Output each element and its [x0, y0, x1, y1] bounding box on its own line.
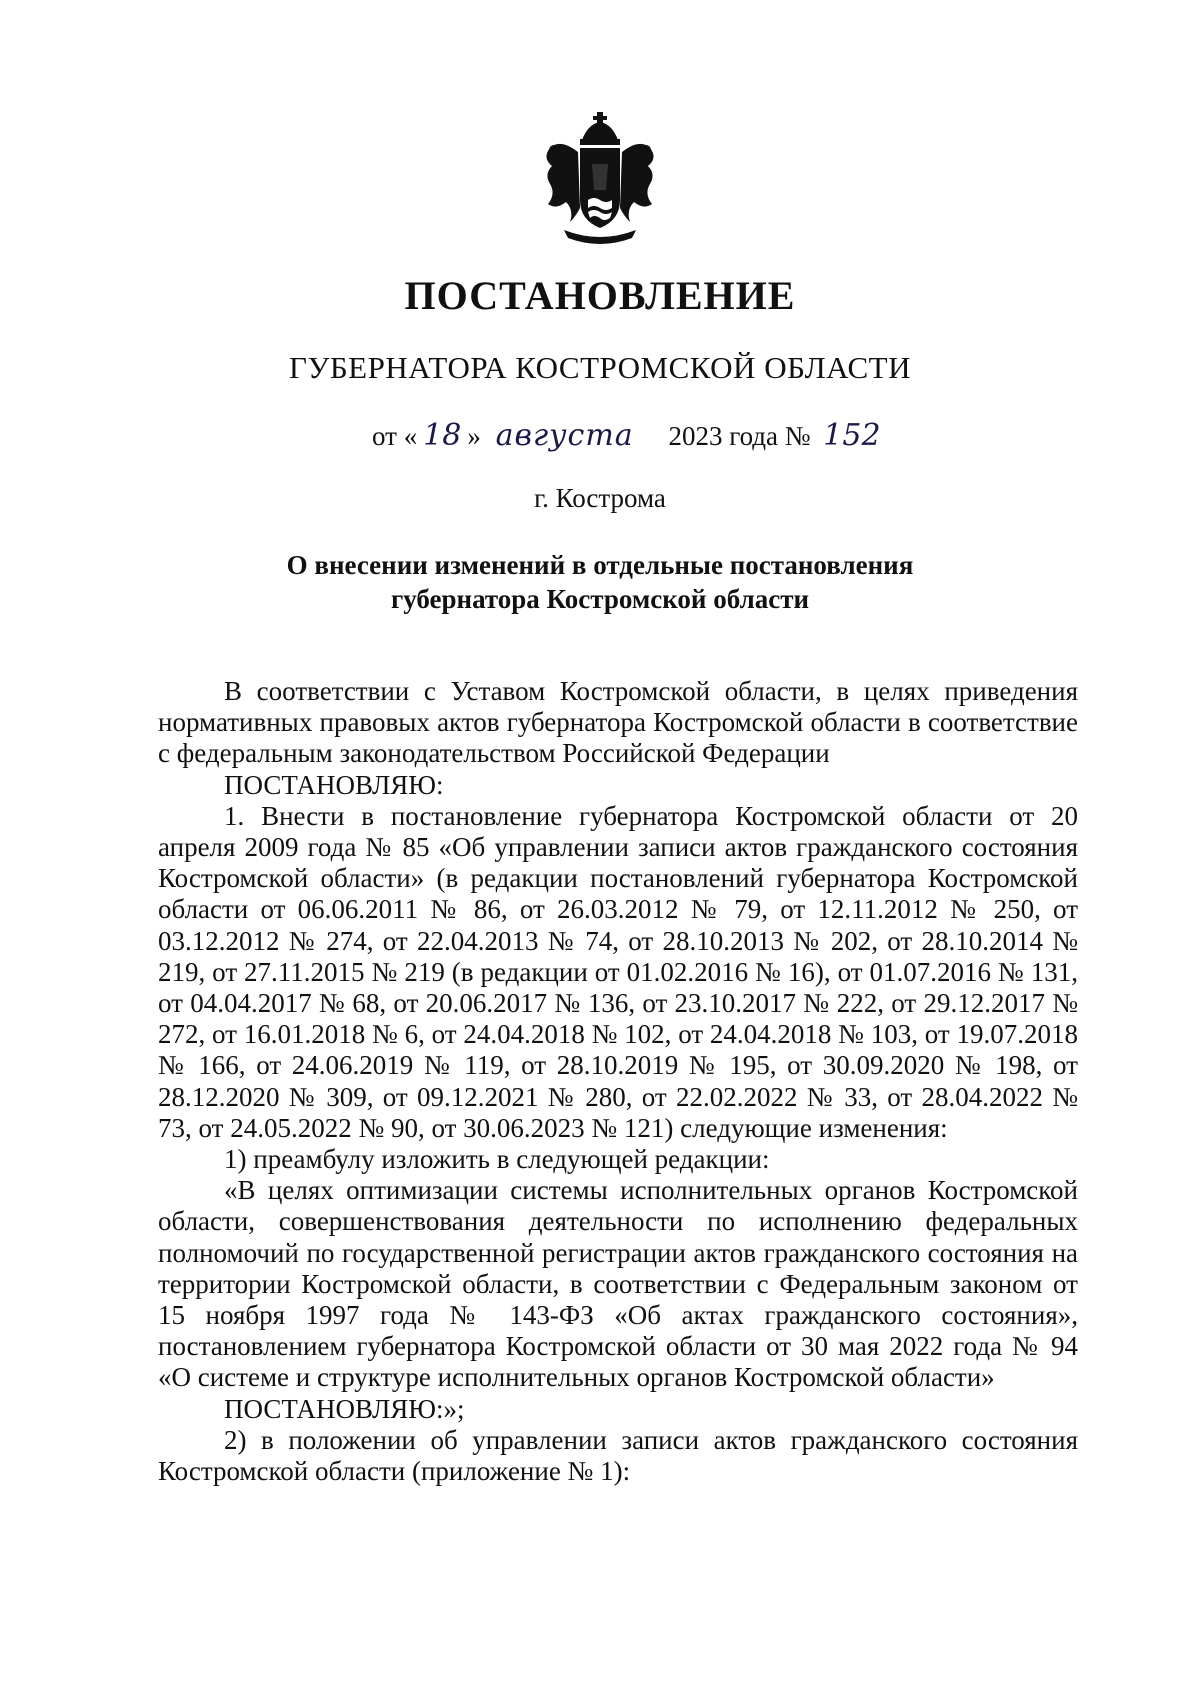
new-resolve-heading: ПОСТАНОВЛЯЮ:»; [224, 1393, 465, 1424]
date-prefix: от « [372, 421, 418, 451]
subject-line-2: губернатора Костромской области [390, 584, 810, 614]
document-subject [0, 548, 1200, 616]
resolve-heading: ПОСТАНОВЛЯЮ: [224, 769, 444, 800]
new-preamble-paragraph: «В целях оптимизации системы исполнительных органов Костромской области, совершенствования деятельности по исполнению федеральных полномочий по государственной регистрации актов гражданского состояния на территории Костромской области, в соответствии с Федеральным законом от 15 ноября 1997 года № 143-ФЗ «Об актах гражданского состояния», постановлением губернатора Костромской области от 30 мая 2022 года № 94 «О системе и структуре исполнительных органов Костромской области» [158, 1175, 1078, 1393]
date-year-label: 2023 года № [668, 421, 811, 451]
handwritten-day: 18 [423, 418, 462, 453]
coat-of-arms-emblem [530, 112, 670, 252]
subitem-1-paragraph: 1) преамбулу изложить в следующей редакции: [224, 1144, 770, 1175]
date-mid: » [467, 421, 481, 451]
subitem-2-paragraph: 2) в положении об управлении записи актов гражданского состояния Костромской области (приложение № 1): [158, 1424, 1078, 1487]
preamble-paragraph: В соответствии с Уставом Костромской области, в целях приведения нормативных правовых актов губернатора Костромской области в соответствие с федеральным законодательством Российской Федерации [158, 676, 1078, 769]
handwritten-month: августа [495, 418, 634, 453]
item-1-paragraph: 1. Внести в постановление губернатора Костромской области от 20 апреля 2009 года № 85 «Об управлении записи актов гражданского состояния Костромской области» (в редакции постановлений губернатора Костромской области от 06.06.2011 № 86, от 26.03.2012 № 79, от 12.11.2012 № 250, от 03.12.2012 № 274, от 22.04.2013 № 74, от 28.10.2013 № 202, от 28.10.2014 № 219, от 27.11.2015 № 219 (в редакции от 01.02.2016 № 16), от 01.07.2016 № 131, от 04.04.2017 № 68, от 20.06.2017 № 136, от 23.10.2017 № 222, от 29.12.2017 № 272, от 16.01.2018 № 6, от 24.04.2018 № 102, от 24.04.2018 № 103, от 19.07.2018 № 166, от 24.06.2019 № 119, от 28.10.2019 № 195, от 30.09.2020 № 198, от 28.12.2020 № 309, от 09.12.2021 № 280, от 22.02.2022 № 33, от 28.04.2022 № 73, от 24.05.2022 № 90, от 30.06.2023 № 121) следующие изменения: [158, 800, 1078, 1143]
document-type-title: ПОСТАНОВЛЕНИЕ [404, 273, 796, 318]
issuer-line: ГУБЕРНАТОРА КОСТРОМСКОЙ ОБЛАСТИ [289, 350, 911, 385]
document-body [158, 676, 1078, 1487]
date-number-line [372, 418, 1012, 453]
city-line: г. Кострома [534, 483, 666, 513]
handwritten-doc-number: 152 [823, 418, 881, 453]
subject-line-1: О внесении изменений в отдельные постановления [286, 550, 914, 580]
